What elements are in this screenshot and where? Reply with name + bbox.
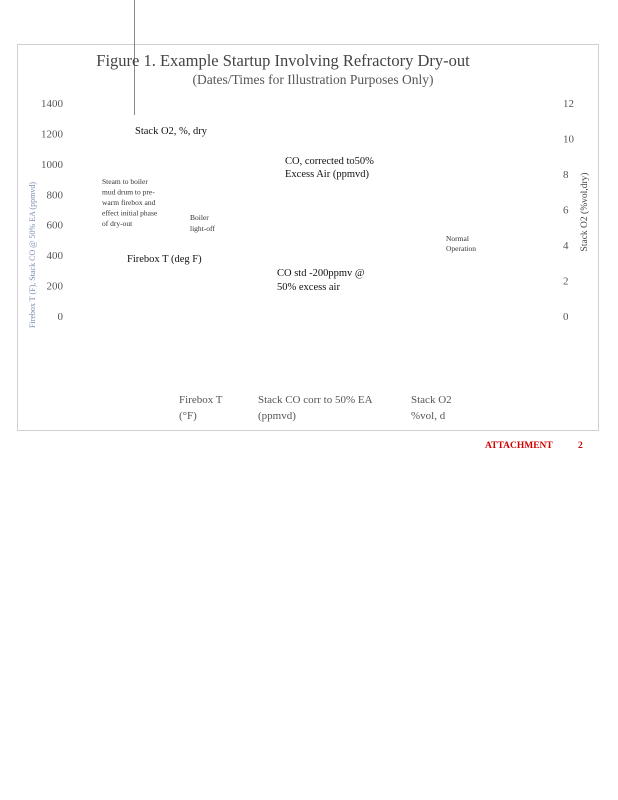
annotation-boiler-line2: light-off (190, 224, 215, 233)
annotation-steam-line3: warm firebox and (102, 198, 156, 207)
tick-label: 1400 (41, 98, 63, 110)
tick-label: 800 (46, 189, 63, 202)
legend-label-line1: Stack CO corr to 50% EA (258, 394, 373, 406)
annotation-firebox-t: Firebox T (deg F) (127, 254, 202, 265)
right-axis-title: Stack O2 (%vol,dry) (580, 172, 590, 252)
left-axis-title: Firebox T (F), Stack CO @ 50% EA (ppmvd) (28, 182, 37, 328)
chart-title: Figure 1. Example Startup Involving Refractory Dry-out (96, 51, 470, 70)
annotation-co-corrected-line1: CO, corrected to50% (285, 156, 374, 167)
annotation-co-std-line2: 50% excess air (277, 282, 340, 293)
annotation-steam-line2: mud drum to pre- (102, 187, 155, 197)
tick-label: 2 (563, 275, 569, 288)
tick-label: 400 (46, 250, 63, 263)
annotation-steam-line4: effect initial phase (102, 208, 158, 218)
legend-label-line1: Firebox T (179, 394, 223, 406)
tick-label: 1000 (41, 158, 63, 171)
annotation-steam-line5: of dry-out (102, 219, 133, 228)
tick-label: 0 (563, 311, 569, 323)
tick-label: 0 (57, 311, 63, 323)
tick-label: 4 (563, 240, 569, 252)
tick-label: 8 (563, 169, 569, 181)
annotation-boiler-line1: Boiler (190, 213, 209, 222)
attachment-label: ATTACHMENT (485, 441, 553, 451)
legend-label-line2: (ppmvd) (258, 410, 296, 422)
legend-label-line2: %vol, d (411, 410, 446, 422)
annotation-steam-line1: Steam to boiler (102, 177, 148, 186)
chart-subtitle: (Dates/Times for Illustration Purposes Only) (192, 72, 434, 87)
tick-label: 12 (563, 98, 574, 110)
tick-label: 6 (563, 204, 569, 217)
tick-label: 1200 (41, 128, 63, 141)
annotation-normal-line1: Normal (446, 234, 469, 243)
annotation-co-std-line1: CO std -200ppmv @ (277, 268, 365, 279)
tick-label: 10 (563, 133, 574, 146)
legend-label-line2: (°F) (179, 410, 197, 422)
chart-frame (18, 45, 599, 431)
annotation-co-corrected-line2: Excess Air (ppmvd) (285, 169, 369, 180)
tick-label: 600 (46, 219, 63, 232)
annotation-stack-o2: Stack O2, %, dry (135, 126, 208, 137)
legend-label-line1: Stack O2 (411, 394, 452, 406)
annotation-normal-line2: Operation (446, 244, 476, 253)
tick-label: 200 (46, 280, 63, 293)
attachment-number: 2 (578, 441, 583, 451)
